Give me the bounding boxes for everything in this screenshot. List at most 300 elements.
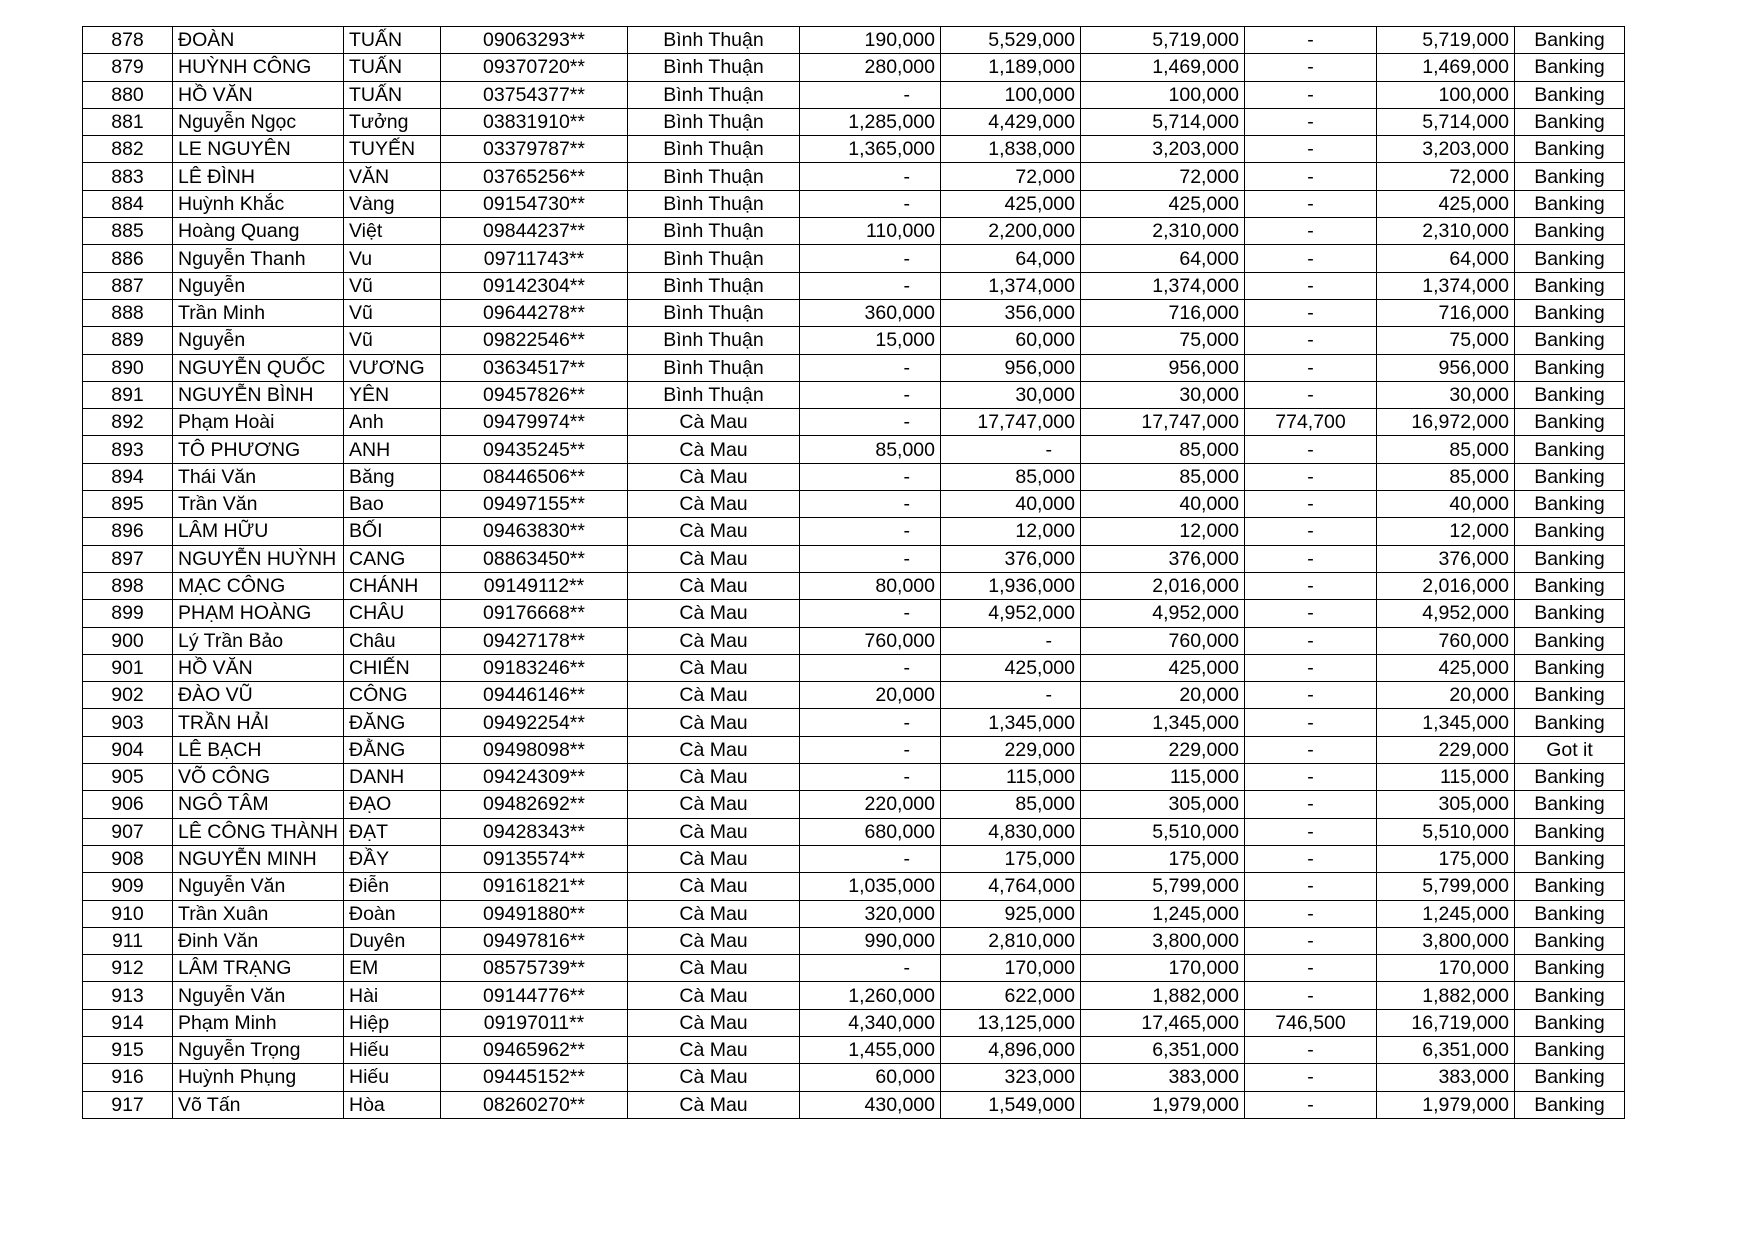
- province-cell: Bình Thuận: [628, 54, 800, 81]
- amount-1-cell: 4,340,000: [800, 1009, 941, 1036]
- province-cell: Bình Thuận: [628, 299, 800, 326]
- deduction-cell: -: [1245, 436, 1377, 463]
- deduction-cell: -: [1245, 54, 1377, 81]
- province-cell: Cà Mau: [628, 1091, 800, 1118]
- row-number-cell: 914: [83, 1009, 173, 1036]
- row-number-cell: 879: [83, 54, 173, 81]
- net-amount-cell: 3,800,000: [1377, 927, 1515, 954]
- net-amount-cell: 2,016,000: [1377, 572, 1515, 599]
- province-cell: Cà Mau: [628, 982, 800, 1009]
- surname-cell: LE NGUYÊN: [173, 136, 344, 163]
- province-cell: Bình Thuận: [628, 136, 800, 163]
- row-number-cell: 880: [83, 81, 173, 108]
- amount-1-cell: 1,260,000: [800, 982, 941, 1009]
- deduction-cell: -: [1245, 982, 1377, 1009]
- surname-cell: Huỳnh Khắc: [173, 190, 344, 217]
- amount-2-cell: 2,200,000: [941, 218, 1081, 245]
- net-amount-cell: 305,000: [1377, 791, 1515, 818]
- phone-cell: 09149112**: [441, 572, 628, 599]
- deduction-cell: -: [1245, 627, 1377, 654]
- amount-2-cell: 4,429,000: [941, 108, 1081, 135]
- given-name-cell: TUẤN: [344, 27, 441, 54]
- total-cell: 6,351,000: [1081, 1036, 1245, 1063]
- row-number-cell: 896: [83, 518, 173, 545]
- row-number-cell: 903: [83, 709, 173, 736]
- amount-1-cell: 1,455,000: [800, 1036, 941, 1063]
- method-cell: Banking: [1515, 136, 1625, 163]
- amount-2-cell: 12,000: [941, 518, 1081, 545]
- surname-cell: NGUYỄN BÌNH: [173, 381, 344, 408]
- given-name-cell: Châu: [344, 627, 441, 654]
- row-number-cell: 901: [83, 654, 173, 681]
- total-cell: 64,000: [1081, 245, 1245, 272]
- table-row: [83, 600, 1625, 627]
- row-number-cell: 889: [83, 327, 173, 354]
- deduction-cell: -: [1245, 654, 1377, 681]
- province-cell: Cà Mau: [628, 682, 800, 709]
- table-row: [83, 764, 1625, 791]
- given-name-cell: Anh: [344, 409, 441, 436]
- net-amount-cell: 16,972,000: [1377, 409, 1515, 436]
- given-name-cell: Tưởng: [344, 108, 441, 135]
- amount-2-cell: -: [941, 627, 1081, 654]
- phone-cell: 08863450**: [441, 545, 628, 572]
- phone-cell: 09142304**: [441, 272, 628, 299]
- net-amount-cell: 40,000: [1377, 491, 1515, 518]
- province-cell: Bình Thuận: [628, 27, 800, 54]
- row-number-cell: 907: [83, 818, 173, 845]
- row-number-cell: 881: [83, 108, 173, 135]
- given-name-cell: Bao: [344, 491, 441, 518]
- surname-cell: TÔ PHƯƠNG: [173, 436, 344, 463]
- net-amount-cell: 1,345,000: [1377, 709, 1515, 736]
- amount-2-cell: 356,000: [941, 299, 1081, 326]
- phone-cell: 09197011**: [441, 1009, 628, 1036]
- given-name-cell: YÊN: [344, 381, 441, 408]
- method-cell: Banking: [1515, 518, 1625, 545]
- province-cell: Cà Mau: [628, 491, 800, 518]
- method-cell: Banking: [1515, 600, 1625, 627]
- deduction-cell: -: [1245, 873, 1377, 900]
- row-number-cell: 913: [83, 982, 173, 1009]
- row-number-cell: 890: [83, 354, 173, 381]
- phone-cell: 09465962**: [441, 1036, 628, 1063]
- surname-cell: NGUYỄN HUỲNH: [173, 545, 344, 572]
- phone-cell: 09183246**: [441, 654, 628, 681]
- row-number-cell: 910: [83, 900, 173, 927]
- deduction-cell: -: [1245, 163, 1377, 190]
- total-cell: 17,465,000: [1081, 1009, 1245, 1036]
- given-name-cell: CHÁNH: [344, 572, 441, 599]
- method-cell: Banking: [1515, 818, 1625, 845]
- deduction-cell: -: [1245, 272, 1377, 299]
- phone-cell: 09497155**: [441, 491, 628, 518]
- province-cell: Cà Mau: [628, 572, 800, 599]
- table-row: [83, 873, 1625, 900]
- table-row: [83, 327, 1625, 354]
- given-name-cell: Vũ: [344, 299, 441, 326]
- table-row: [83, 845, 1625, 872]
- surname-cell: TRẦN HẢI: [173, 709, 344, 736]
- amount-1-cell: 760,000: [800, 627, 941, 654]
- amount-2-cell: 64,000: [941, 245, 1081, 272]
- amount-2-cell: 956,000: [941, 354, 1081, 381]
- amount-1-cell: 60,000: [800, 1064, 941, 1091]
- net-amount-cell: 5,510,000: [1377, 818, 1515, 845]
- table-row: [83, 1009, 1625, 1036]
- given-name-cell: EM: [344, 955, 441, 982]
- amount-2-cell: -: [941, 682, 1081, 709]
- row-number-cell: 892: [83, 409, 173, 436]
- deduction-cell: -: [1245, 245, 1377, 272]
- given-name-cell: TUẤN: [344, 54, 441, 81]
- province-cell: Bình Thuận: [628, 272, 800, 299]
- deduction-cell: -: [1245, 845, 1377, 872]
- given-name-cell: Đoàn: [344, 900, 441, 927]
- amount-1-cell: -: [800, 163, 941, 190]
- table-row: [83, 272, 1625, 299]
- province-cell: Cà Mau: [628, 545, 800, 572]
- amount-2-cell: 175,000: [941, 845, 1081, 872]
- total-cell: 5,714,000: [1081, 108, 1245, 135]
- deduction-cell: -: [1245, 136, 1377, 163]
- province-cell: Bình Thuận: [628, 245, 800, 272]
- method-cell: Banking: [1515, 190, 1625, 217]
- amount-1-cell: -: [800, 491, 941, 518]
- table-row: [83, 299, 1625, 326]
- net-amount-cell: 85,000: [1377, 463, 1515, 490]
- amount-2-cell: 4,764,000: [941, 873, 1081, 900]
- surname-cell: Nguyễn Trọng: [173, 1036, 344, 1063]
- total-cell: 1,882,000: [1081, 982, 1245, 1009]
- amount-1-cell: -: [800, 545, 941, 572]
- province-cell: Cà Mau: [628, 1064, 800, 1091]
- given-name-cell: ĐẦY: [344, 845, 441, 872]
- amount-1-cell: 110,000: [800, 218, 941, 245]
- deduction-cell: -: [1245, 927, 1377, 954]
- phone-cell: 09445152**: [441, 1064, 628, 1091]
- method-cell: Banking: [1515, 572, 1625, 599]
- province-cell: Cà Mau: [628, 955, 800, 982]
- method-cell: Banking: [1515, 436, 1625, 463]
- row-number-cell: 904: [83, 736, 173, 763]
- row-number-cell: 906: [83, 791, 173, 818]
- row-number-cell: 895: [83, 491, 173, 518]
- phone-cell: 08446506**: [441, 463, 628, 490]
- deduction-cell: -: [1245, 682, 1377, 709]
- method-cell: Banking: [1515, 272, 1625, 299]
- phone-cell: 09463830**: [441, 518, 628, 545]
- phone-cell: 09498098**: [441, 736, 628, 763]
- phone-cell: 09457826**: [441, 381, 628, 408]
- total-cell: 1,469,000: [1081, 54, 1245, 81]
- phone-cell: 09482692**: [441, 791, 628, 818]
- table-row: [83, 654, 1625, 681]
- total-cell: 760,000: [1081, 627, 1245, 654]
- net-amount-cell: 1,374,000: [1377, 272, 1515, 299]
- deduction-cell: -: [1245, 1064, 1377, 1091]
- deduction-cell: -: [1245, 491, 1377, 518]
- net-amount-cell: 30,000: [1377, 381, 1515, 408]
- net-amount-cell: 72,000: [1377, 163, 1515, 190]
- phone-cell: 09844237**: [441, 218, 628, 245]
- net-amount-cell: 6,351,000: [1377, 1036, 1515, 1063]
- amount-2-cell: 13,125,000: [941, 1009, 1081, 1036]
- table-row: [83, 955, 1625, 982]
- method-cell: Banking: [1515, 709, 1625, 736]
- total-cell: 72,000: [1081, 163, 1245, 190]
- total-cell: 1,245,000: [1081, 900, 1245, 927]
- row-number-cell: 900: [83, 627, 173, 654]
- net-amount-cell: 1,979,000: [1377, 1091, 1515, 1118]
- amount-2-cell: 229,000: [941, 736, 1081, 763]
- phone-cell: 03765256**: [441, 163, 628, 190]
- net-amount-cell: 425,000: [1377, 190, 1515, 217]
- row-number-cell: 902: [83, 682, 173, 709]
- province-cell: Bình Thuận: [628, 108, 800, 135]
- total-cell: 2,310,000: [1081, 218, 1245, 245]
- total-cell: 75,000: [1081, 327, 1245, 354]
- amount-1-cell: 1,365,000: [800, 136, 941, 163]
- deduction-cell: -: [1245, 108, 1377, 135]
- total-cell: 3,203,000: [1081, 136, 1245, 163]
- net-amount-cell: 85,000: [1377, 436, 1515, 463]
- surname-cell: LÊ BẠCH: [173, 736, 344, 763]
- province-cell: Cà Mau: [628, 873, 800, 900]
- deduction-cell: -: [1245, 955, 1377, 982]
- total-cell: 17,747,000: [1081, 409, 1245, 436]
- phone-cell: 09479974**: [441, 409, 628, 436]
- amount-1-cell: 1,035,000: [800, 873, 941, 900]
- method-cell: Banking: [1515, 1036, 1625, 1063]
- amount-2-cell: 60,000: [941, 327, 1081, 354]
- phone-cell: 09063293**: [441, 27, 628, 54]
- net-amount-cell: 100,000: [1377, 81, 1515, 108]
- row-number-cell: 897: [83, 545, 173, 572]
- surname-cell: NGUYỄN QUỐC: [173, 354, 344, 381]
- phone-cell: 03754377**: [441, 81, 628, 108]
- table-row: [83, 627, 1625, 654]
- amount-1-cell: -: [800, 600, 941, 627]
- table-row: [83, 682, 1625, 709]
- phone-cell: 09424309**: [441, 764, 628, 791]
- method-cell: Banking: [1515, 381, 1625, 408]
- total-cell: 3,800,000: [1081, 927, 1245, 954]
- province-cell: Cà Mau: [628, 736, 800, 763]
- surname-cell: Nguyễn Văn: [173, 873, 344, 900]
- net-amount-cell: 5,719,000: [1377, 27, 1515, 54]
- table-body: [83, 27, 1625, 1119]
- table-row: [83, 736, 1625, 763]
- province-cell: Cà Mau: [628, 463, 800, 490]
- surname-cell: ĐOÀN: [173, 27, 344, 54]
- deduction-cell: -: [1245, 764, 1377, 791]
- amount-2-cell: 1,189,000: [941, 54, 1081, 81]
- total-cell: 425,000: [1081, 190, 1245, 217]
- province-cell: Bình Thuận: [628, 163, 800, 190]
- given-name-cell: Vũ: [344, 327, 441, 354]
- amount-1-cell: -: [800, 736, 941, 763]
- amount-2-cell: 72,000: [941, 163, 1081, 190]
- method-cell: Banking: [1515, 627, 1625, 654]
- province-cell: Bình Thuận: [628, 190, 800, 217]
- amount-2-cell: 425,000: [941, 654, 1081, 681]
- surname-cell: Nguyễn Văn: [173, 982, 344, 1009]
- amount-2-cell: 4,952,000: [941, 600, 1081, 627]
- row-number-cell: 916: [83, 1064, 173, 1091]
- row-number-cell: 909: [83, 873, 173, 900]
- amount-1-cell: 1,285,000: [800, 108, 941, 135]
- net-amount-cell: 115,000: [1377, 764, 1515, 791]
- province-cell: Cà Mau: [628, 654, 800, 681]
- surname-cell: Thái Văn: [173, 463, 344, 490]
- net-amount-cell: 5,799,000: [1377, 873, 1515, 900]
- given-name-cell: Hiệp: [344, 1009, 441, 1036]
- amount-2-cell: 170,000: [941, 955, 1081, 982]
- province-cell: Cà Mau: [628, 627, 800, 654]
- phone-cell: 09427178**: [441, 627, 628, 654]
- table-row: [83, 136, 1625, 163]
- given-name-cell: ĐẠT: [344, 818, 441, 845]
- method-cell: Banking: [1515, 845, 1625, 872]
- total-cell: 30,000: [1081, 381, 1245, 408]
- method-cell: Banking: [1515, 682, 1625, 709]
- surname-cell: HỒ VĂN: [173, 654, 344, 681]
- table-row: [83, 927, 1625, 954]
- given-name-cell: CHÂU: [344, 600, 441, 627]
- table-row: [83, 491, 1625, 518]
- table-row: [83, 409, 1625, 436]
- deduction-cell: -: [1245, 900, 1377, 927]
- total-cell: 85,000: [1081, 463, 1245, 490]
- row-number-cell: 888: [83, 299, 173, 326]
- amount-2-cell: 85,000: [941, 463, 1081, 490]
- given-name-cell: ANH: [344, 436, 441, 463]
- method-cell: Banking: [1515, 54, 1625, 81]
- total-cell: 40,000: [1081, 491, 1245, 518]
- given-name-cell: Hiếu: [344, 1064, 441, 1091]
- row-number-cell: 878: [83, 27, 173, 54]
- surname-cell: Nguyễn: [173, 272, 344, 299]
- surname-cell: Nguyễn Thanh: [173, 245, 344, 272]
- surname-cell: Lý Trần Bảo: [173, 627, 344, 654]
- deduction-cell: -: [1245, 354, 1377, 381]
- method-cell: Banking: [1515, 654, 1625, 681]
- deduction-cell: -: [1245, 1091, 1377, 1118]
- total-cell: 956,000: [1081, 354, 1245, 381]
- total-cell: 5,799,000: [1081, 873, 1245, 900]
- net-amount-cell: 64,000: [1377, 245, 1515, 272]
- method-cell: Banking: [1515, 327, 1625, 354]
- given-name-cell: DANH: [344, 764, 441, 791]
- deduction-cell: 774,700: [1245, 409, 1377, 436]
- amount-1-cell: 680,000: [800, 818, 941, 845]
- amount-2-cell: 4,896,000: [941, 1036, 1081, 1063]
- deduction-cell: -: [1245, 327, 1377, 354]
- table-row: [83, 108, 1625, 135]
- row-number-cell: 893: [83, 436, 173, 463]
- phone-cell: 09144776**: [441, 982, 628, 1009]
- province-cell: Bình Thuận: [628, 354, 800, 381]
- phone-cell: 09428343**: [441, 818, 628, 845]
- total-cell: 100,000: [1081, 81, 1245, 108]
- amount-2-cell: -: [941, 436, 1081, 463]
- surname-cell: Võ Tấn: [173, 1091, 344, 1118]
- table-row: [83, 190, 1625, 217]
- net-amount-cell: 383,000: [1377, 1064, 1515, 1091]
- method-cell: Got it: [1515, 736, 1625, 763]
- amount-2-cell: 4,830,000: [941, 818, 1081, 845]
- surname-cell: Nguyễn Ngọc: [173, 108, 344, 135]
- deduction-cell: -: [1245, 518, 1377, 545]
- net-amount-cell: 1,882,000: [1377, 982, 1515, 1009]
- net-amount-cell: 2,310,000: [1377, 218, 1515, 245]
- amount-1-cell: -: [800, 955, 941, 982]
- net-amount-cell: 4,952,000: [1377, 600, 1515, 627]
- surname-cell: HỒ VĂN: [173, 81, 344, 108]
- province-cell: Cà Mau: [628, 1009, 800, 1036]
- given-name-cell: CANG: [344, 545, 441, 572]
- province-cell: Bình Thuận: [628, 381, 800, 408]
- surname-cell: Hoàng Quang: [173, 218, 344, 245]
- method-cell: Banking: [1515, 1064, 1625, 1091]
- method-cell: Banking: [1515, 299, 1625, 326]
- table-row: [83, 81, 1625, 108]
- net-amount-cell: 170,000: [1377, 955, 1515, 982]
- table-row: [83, 354, 1625, 381]
- phone-cell: 09154730**: [441, 190, 628, 217]
- amount-1-cell: 430,000: [800, 1091, 941, 1118]
- net-amount-cell: 5,714,000: [1377, 108, 1515, 135]
- amount-2-cell: 40,000: [941, 491, 1081, 518]
- deduction-cell: -: [1245, 463, 1377, 490]
- surname-cell: LÊ CÔNG THÀNH: [173, 818, 344, 845]
- amount-2-cell: 622,000: [941, 982, 1081, 1009]
- total-cell: 1,979,000: [1081, 1091, 1245, 1118]
- amount-1-cell: -: [800, 709, 941, 736]
- province-cell: Cà Mau: [628, 900, 800, 927]
- surname-cell: NGUYỄN MINH: [173, 845, 344, 872]
- phone-cell: 09822546**: [441, 327, 628, 354]
- net-amount-cell: 1,245,000: [1377, 900, 1515, 927]
- surname-cell: Trần Minh: [173, 299, 344, 326]
- total-cell: 20,000: [1081, 682, 1245, 709]
- surname-cell: Đinh Văn: [173, 927, 344, 954]
- given-name-cell: ĐẰNG: [344, 736, 441, 763]
- total-cell: 716,000: [1081, 299, 1245, 326]
- method-cell: Banking: [1515, 245, 1625, 272]
- given-name-cell: Duyên: [344, 927, 441, 954]
- table-row: [83, 163, 1625, 190]
- province-cell: Cà Mau: [628, 818, 800, 845]
- surname-cell: HUỲNH CÔNG: [173, 54, 344, 81]
- amount-1-cell: -: [800, 81, 941, 108]
- method-cell: Banking: [1515, 764, 1625, 791]
- surname-cell: Trần Văn: [173, 491, 344, 518]
- deduction-cell: -: [1245, 190, 1377, 217]
- net-amount-cell: 376,000: [1377, 545, 1515, 572]
- amount-1-cell: -: [800, 245, 941, 272]
- row-number-cell: 883: [83, 163, 173, 190]
- surname-cell: MẠC CÔNG: [173, 572, 344, 599]
- amount-2-cell: 425,000: [941, 190, 1081, 217]
- amount-2-cell: 1,374,000: [941, 272, 1081, 299]
- surname-cell: LÊ ĐÌNH: [173, 163, 344, 190]
- amount-2-cell: 5,529,000: [941, 27, 1081, 54]
- amount-1-cell: 190,000: [800, 27, 941, 54]
- total-cell: 85,000: [1081, 436, 1245, 463]
- deduction-cell: -: [1245, 545, 1377, 572]
